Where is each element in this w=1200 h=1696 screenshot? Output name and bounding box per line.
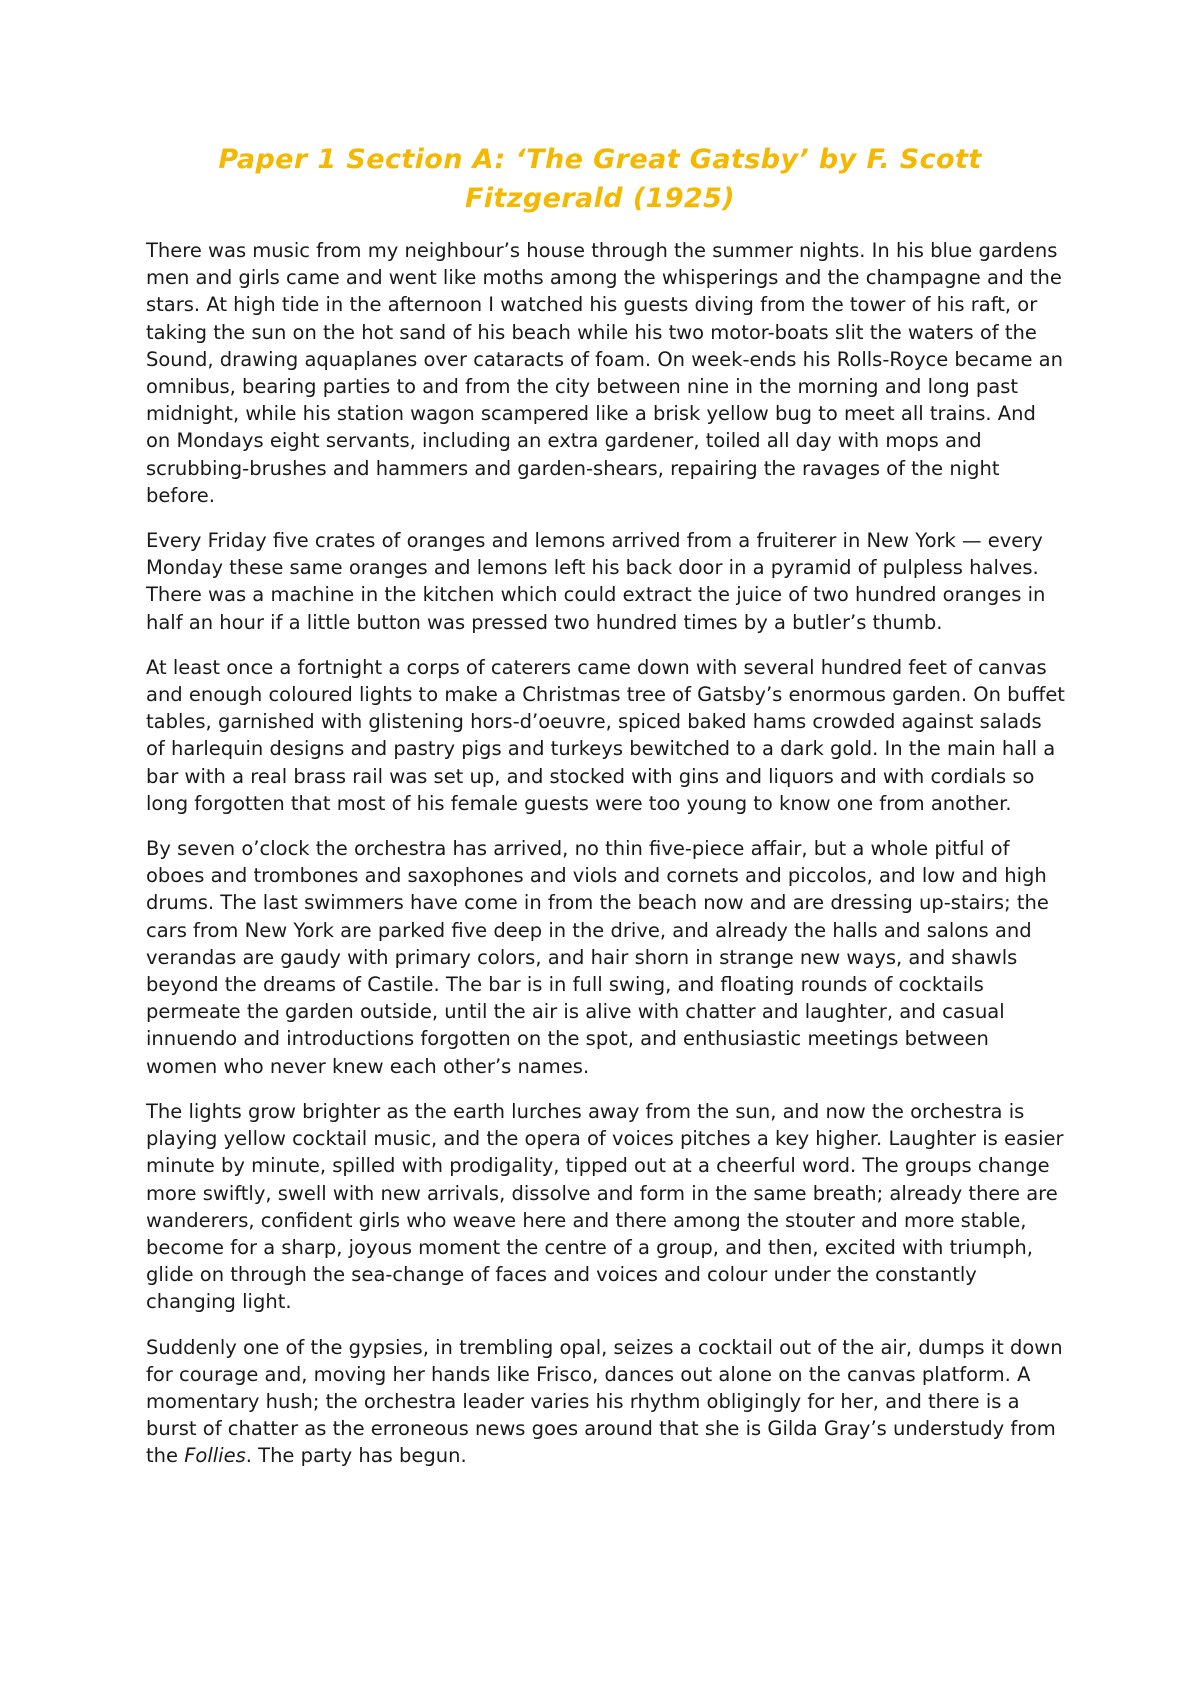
- document-title: Paper 1 Section A: ‘The Great Gatsby’ by F. Scott Fitzgerald (1925): [218, 144, 982, 214]
- paragraph-3: At least once a fortnight a corps of caterers came down with several hundred feet of canvas and enough coloured lights to make a Christmas tree of Gatsby’s enormous garden. On buffet tables, garnished with glistening hors-d’oeuvre, spiced baked hams crowded against salads of harlequin designs and pastry pigs and turkeys bewitched to a dark gold. In the main hall a bar with a real brass rail was set up, and stocked with gins and liquors and with cordials so long forgotten that most of his female guests were too young to know one from another.: [146, 655, 1065, 815]
- paragraph-4: By seven o’clock the orchestra has arrived, no thin five-piece affair, but a whole pitful of oboes and trombones and saxophones and viols and cornets and piccolos, and low and high drums. The last swimmers have come in from the beach now and are dressing up-stairs; the cars from New York are parked five deep in the drive, and already the halls and salons and verandas are gaudy with primary colors, and hair shorn in strange new ways, and shawls beyond the dreams of Castile. The bar is in full swing, and floating rounds of cocktails permeate the garden outside, until the air is alive with chatter and laughter, and casual innuendo and introductions forgotten on the spot, and enthusiastic meetings between women who never knew each other’s names.: [146, 837, 1049, 1078]
- paragraph-6-text-end: . The party has begun.: [245, 1444, 467, 1468]
- paragraph-1: There was music from my neighbour’s house through the summer nights. In his blue gardens men and girls came and went like moths among the whisperings and the champagne and the stars. At high tide in the afternoon I watched his guests diving from the tower of his raft, or taking the sun on the hot sand of his beach while his two motor-boats slit the waters of the Sound, drawing aquaplanes over cataracts of foam. On week-ends his Rolls-Royce became an omnibus, bearing parties to and from the city between nine in the morning and long past midnight, while his station wagon scampered like a brisk yellow bug to meet all trains. And on Mondays eight servants, including an extra gardener, toiled all day with mops and scrubbing-brushes and hammers and garden-shears, repairing the ravages of the night before.: [146, 239, 1063, 507]
- paragraph-5: The lights grow brighter as the earth lurches away from the sun, and now the orchestra is playing yellow cocktail music, and the opera of voices pitches a key higher. Laughter is easier minute by minute, spilled with prodigality, tipped out at a cheerful word. The groups change more swiftly, swell with new arrivals, dissolve and form in the same breath; already there are wanderers, confident girls who weave here and there among the stouter and more stable, become for a sharp, joyous moment the centre of a group, and then, excited with triumph, glide on through the sea-change of faces and voices and colour under the constantly changing light.: [146, 1099, 1064, 1314]
- follies-italic-text: Follies: [184, 1444, 246, 1468]
- paragraph-2: Every Friday five crates of oranges and lemons arrived from a fruiterer in New York — every Monday these same oranges and lemons left his back door in a pyramid of pulpless halves. There was a machine in the kitchen which could extract the juice of two hundred oranges in half an hour if a little button was pressed two hundred times by a butler’s thumb.: [146, 529, 1046, 634]
- paragraph-6-text-start: Suddenly one of the gypsies, in trembling opal, seizes a cocktail out of the air, dumps it down for courage and, moving her hands like Frisco, dances out alone on the canvas platform. A momentary hush; the orchestra leader varies his rhythm obligingly for her, and there is a burst of chatter as the erroneous news goes around that she is Gilda Gray’s understudy from the: [146, 1335, 1063, 1468]
- document-body: [146, 237, 1066, 1488]
- paragraph-6: [146, 1334, 1066, 1470]
